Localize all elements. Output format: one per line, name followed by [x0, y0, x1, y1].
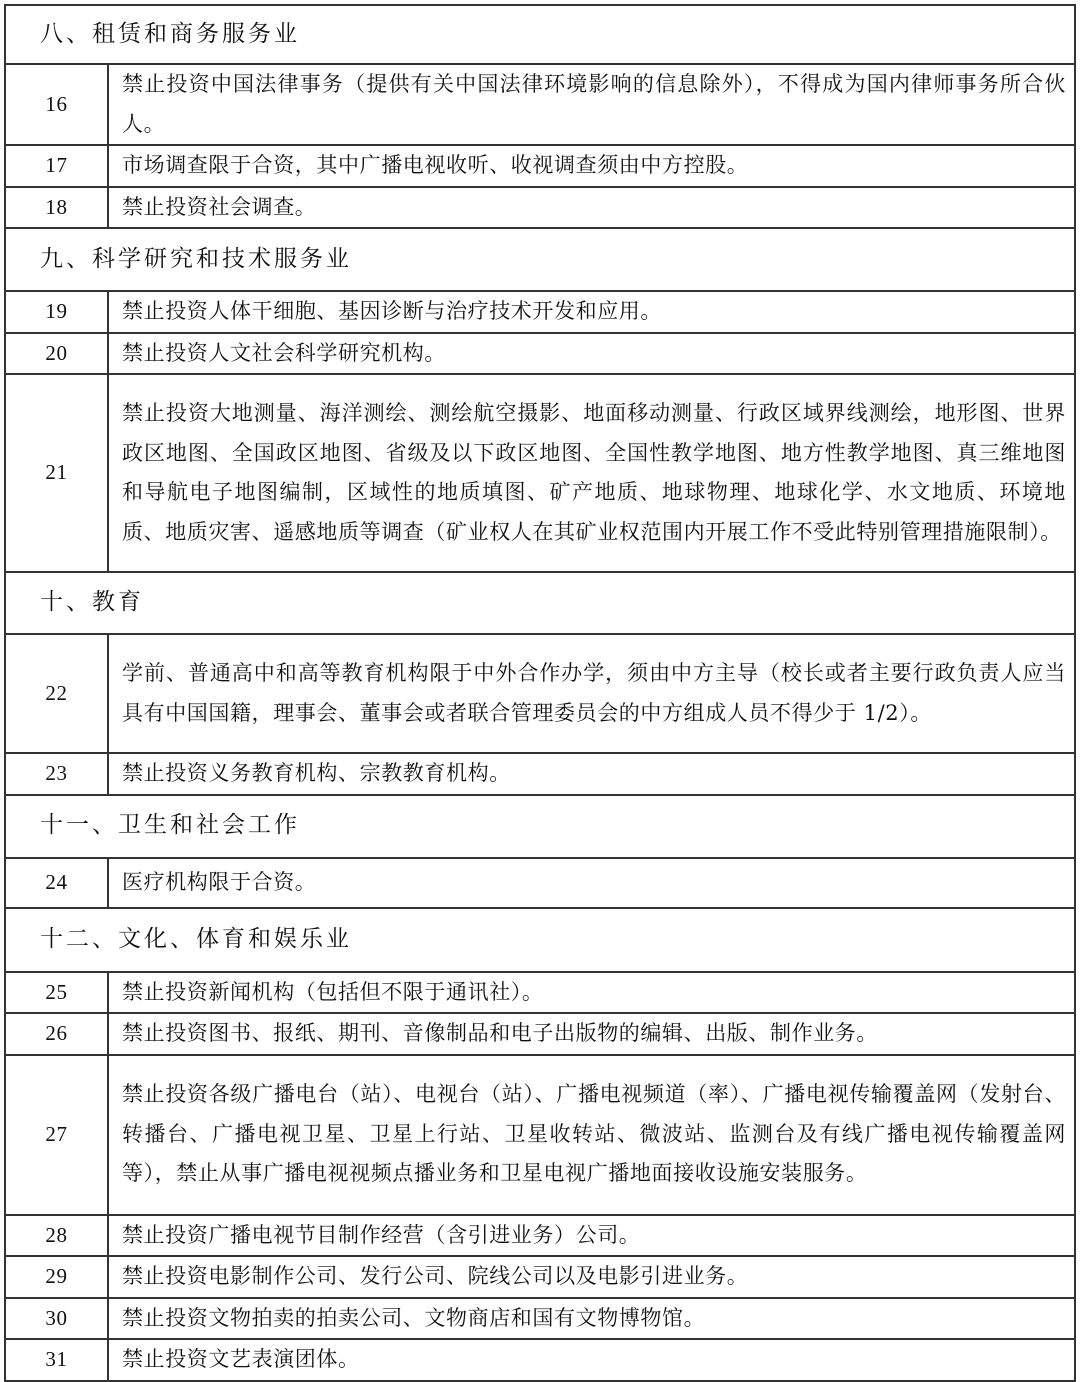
row-number: 20 [5, 333, 108, 375]
measure-text: 禁止投资广播电视节目制作经营（含引进业务）公司。 [108, 1215, 1075, 1257]
table-row [5, 333, 1075, 375]
measure-text: 禁止投资文艺表演团体。 [108, 1339, 1075, 1381]
section-header-row [5, 795, 1075, 858]
table-row [5, 858, 1075, 908]
measure-text: 禁止投资文物拍卖的拍卖公司、文物商店和国有文物博物馆。 [108, 1298, 1075, 1340]
section-heading: 九、科学研究和技术服务业 [5, 228, 1075, 291]
row-number: 25 [5, 972, 108, 1014]
section-heading: 八、租赁和商务服务业 [5, 5, 1075, 64]
table-row [5, 145, 1075, 187]
section-heading: 十、教育 [5, 572, 1075, 634]
measure-text: 禁止投资电影制作公司、发行公司、院线公司以及电影引进业务。 [108, 1256, 1075, 1298]
row-number: 16 [5, 64, 108, 145]
measure-text: 禁止投资大地测量、海洋测绘、测绘航空摄影、地面移动测量、行政区域界线测绘，地形图、世界政区地图、全国政区地图、省级及以下政区地图、全国性教学地图、地方性教学地图、真三维地图和导航电子地图编制，区域性的地质填图、矿产地质、地球物理、地球化学、水文地质、环境地质、地质灾害、遥感地质等调查（矿业权人在其矿业权范围内开展工作不受此特别管理措施限制）。 [108, 374, 1075, 572]
measure-text: 禁止投资图书、报纸、期刊、音像制品和电子出版物的编辑、出版、制作业务。 [108, 1013, 1075, 1055]
section-header-row [5, 908, 1075, 972]
section-header-row [5, 228, 1075, 291]
section-header-row [5, 5, 1075, 64]
measure-text: 禁止投资中国法律事务（提供有关中国法律环境影响的信息除外），不得成为国内律师事务所合伙人。 [108, 64, 1075, 145]
table-row [5, 753, 1075, 795]
table-row [5, 634, 1075, 753]
row-number: 24 [5, 858, 108, 908]
row-number: 19 [5, 291, 108, 333]
special-measures-table [4, 4, 1076, 1382]
table-row [5, 1298, 1075, 1340]
row-number: 30 [5, 1298, 108, 1340]
row-number: 26 [5, 1013, 108, 1055]
row-number: 17 [5, 145, 108, 187]
table-row [5, 291, 1075, 333]
table-row [5, 1055, 1075, 1215]
table-row [5, 972, 1075, 1014]
measure-text: 市场调查限于合资，其中广播电视收听、收视调查须由中方控股。 [108, 145, 1075, 187]
measure-text: 禁止投资社会调查。 [108, 187, 1075, 229]
row-number: 28 [5, 1215, 108, 1257]
table-row [5, 1256, 1075, 1298]
table-row [5, 64, 1075, 145]
measure-text: 禁止投资人文社会科学研究机构。 [108, 333, 1075, 375]
row-number: 21 [5, 374, 108, 572]
measure-text: 禁止投资新闻机构（包括但不限于通讯社）。 [108, 972, 1075, 1014]
table-row [5, 1013, 1075, 1055]
row-number: 27 [5, 1055, 108, 1215]
row-number: 22 [5, 634, 108, 753]
measure-text: 禁止投资人体干细胞、基因诊断与治疗技术开发和应用。 [108, 291, 1075, 333]
measure-text: 禁止投资义务教育机构、宗教教育机构。 [108, 753, 1075, 795]
measure-text: 医疗机构限于合资。 [108, 858, 1075, 908]
table-row [5, 1215, 1075, 1257]
section-heading: 十二、文化、体育和娱乐业 [5, 908, 1075, 972]
table-row [5, 187, 1075, 229]
section-heading: 十一、卫生和社会工作 [5, 795, 1075, 858]
section-header-row [5, 572, 1075, 634]
measure-text: 学前、普通高中和高等教育机构限于中外合作办学，须由中方主导（校长或者主要行政负责人应当具有中国国籍，理事会、董事会或者联合管理委员会的中方组成人员不得少于 1/2）。 [108, 634, 1075, 753]
row-number: 31 [5, 1339, 108, 1381]
table-row [5, 1339, 1075, 1381]
table-row [5, 374, 1075, 572]
row-number: 18 [5, 187, 108, 229]
measure-text: 禁止投资各级广播电台（站）、电视台（站）、广播电视频道（率）、广播电视传输覆盖网（发射台、转播台、广播电视卫星、卫星上行站、卫星收转站、微波站、监测台及有线广播电视传输覆盖网等），禁止从事广播电视视频点播业务和卫星电视广播地面接收设施安装服务。 [108, 1055, 1075, 1215]
row-number: 29 [5, 1256, 108, 1298]
row-number: 23 [5, 753, 108, 795]
